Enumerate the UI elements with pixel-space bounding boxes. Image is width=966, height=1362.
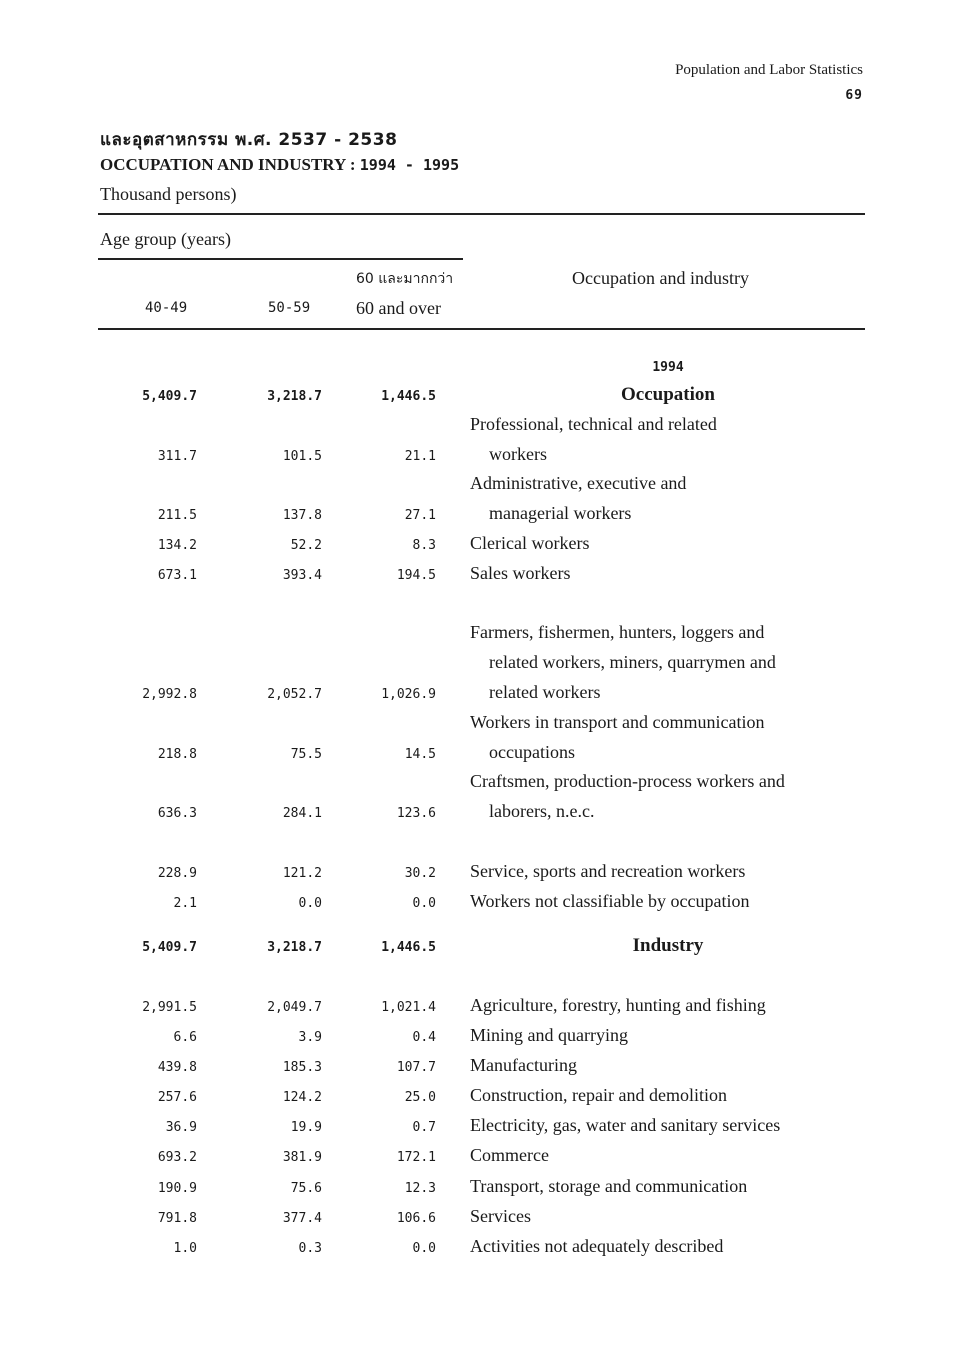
header-bottom-rule: [98, 328, 865, 330]
occupation-row-col1: 311.7: [157, 448, 197, 464]
industry-row-col3: 0.4: [412, 1030, 436, 1045]
occupation-row-col3: 30.2: [404, 865, 436, 881]
table-title-thai: และอุตสาหกรรม พ.ศ. 2537 - 2538: [100, 130, 398, 150]
industry-row-col1: 36.9: [165, 1120, 197, 1136]
occupation-label: Farmers, fishermen, hunters, loggers and: [470, 622, 765, 643]
occupation-row-col3: 8.3: [412, 538, 436, 553]
industry-row-col2: 0.3: [298, 1240, 322, 1256]
industry-row-col1: 257.6: [157, 1090, 197, 1106]
title-years: 1994 - 1995: [359, 156, 460, 174]
industry-row-col2: 377.4: [282, 1210, 322, 1226]
age-group-rule: [98, 258, 463, 260]
col-header-50-59: 50-59: [268, 300, 311, 316]
industry-label: Electricity, gas, water and sanitary services: [470, 1115, 781, 1136]
col-header-60-over: [356, 298, 441, 319]
occupation-row-col2: 2,052.7: [267, 687, 322, 702]
industry-row-col2: 2,049.7: [267, 999, 322, 1015]
occupation-row-col1: 673.1: [157, 567, 197, 583]
industry-row-col2: 3.9: [298, 1030, 322, 1045]
unit-note: Thousand persons): [100, 184, 237, 204]
industry-row-col2: 185.3: [282, 1060, 322, 1076]
industry-heading: Industry: [632, 935, 704, 957]
occupation-row-col3: 0.0: [412, 895, 436, 911]
occupation-row-col3: 123.6: [396, 806, 436, 822]
table-title-english: [100, 155, 459, 175]
occupation-label: occupations: [489, 741, 575, 762]
title-english-text: OCCUPATION AND INDUSTRY :: [100, 155, 356, 174]
col-header-occupation-industry: Occupation and industry: [572, 268, 749, 288]
industry-total-col1: 5,409.7: [142, 940, 197, 956]
industry-row-col3: 12.3: [404, 1180, 436, 1196]
industry-label: Commerce: [470, 1145, 549, 1166]
occupation-row-col1: 218.8: [157, 746, 197, 762]
occupation-label: Craftsmen, production-process workers and: [470, 771, 785, 792]
industry-row-col3: 172.1: [396, 1150, 436, 1166]
occupation-row-col2: 0.0: [298, 895, 322, 911]
occupation-label: workers: [489, 443, 547, 464]
industry-total-col3: 1,446.5: [381, 940, 436, 956]
industry-row-col1: 439.8: [157, 1060, 197, 1076]
industry-row-col1: 791.8: [157, 1210, 197, 1226]
occupation-row-col3: 14.5: [404, 746, 436, 762]
occupation-row-col2: 121.2: [282, 865, 322, 881]
occupation-row-col1: 228.9: [157, 865, 197, 881]
occupation-label: Professional, technical and related: [470, 413, 717, 434]
industry-row-col1: 2,991.5: [142, 999, 197, 1015]
occupation-total-col3: 1,446.5: [381, 389, 436, 404]
industry-row-col2: 75.6: [290, 1180, 322, 1196]
industry-label: Transport, storage and communication: [470, 1175, 748, 1196]
industry-total-col2: 3,218.7: [267, 940, 322, 956]
occupation-row-col1: 2,992.8: [142, 687, 197, 702]
industry-row-col3: 0.0: [412, 1240, 436, 1256]
industry-row-col2: 381.9: [282, 1150, 322, 1166]
running-title: Population and Labor Statistics: [675, 62, 863, 78]
industry-row-col3: 0.7: [412, 1120, 436, 1136]
occupation-row-col3: 1,026.9: [381, 687, 436, 702]
occupation-row-col3: 27.1: [404, 508, 436, 524]
page-number: 69: [845, 88, 863, 103]
industry-row-col1: 1.0: [173, 1240, 197, 1256]
occupation-label: Administrative, executive and: [470, 473, 687, 494]
occupation-row-col2: 52.2: [290, 538, 322, 553]
industry-label: Manufacturing: [470, 1055, 577, 1076]
occupation-row-col3: 21.1: [404, 448, 436, 464]
occupation-row-col1: 636.3: [157, 806, 197, 822]
occupation-label: Service, sports and recreation workers: [470, 860, 746, 881]
occupation-label: Sales workers: [470, 562, 571, 583]
occupation-row-col2: 75.5: [290, 746, 322, 762]
occupation-label: Workers in transport and communication: [470, 711, 765, 732]
occupation-row-col1: 134.2: [157, 538, 197, 553]
industry-row-col3: 106.6: [396, 1210, 436, 1226]
industry-label: Agriculture, forestry, hunting and fishing: [470, 994, 766, 1015]
industry-row-col3: 25.0: [404, 1090, 436, 1106]
top-rule: [98, 213, 865, 215]
occupation-label: managerial workers: [489, 503, 632, 524]
industry-row-col1: 6.6: [173, 1030, 197, 1045]
occupation-row-col2: 101.5: [282, 448, 322, 464]
occupation-heading: Occupation: [621, 384, 715, 405]
industry-row-col1: 693.2: [157, 1150, 197, 1166]
age-group-header: Age group (years): [100, 229, 231, 249]
occupation-label: Workers not classifiable by occupation: [470, 890, 750, 911]
year-heading: 1994: [652, 360, 684, 375]
occupation-row-col1: 2.1: [173, 895, 197, 911]
industry-row-col2: 19.9: [290, 1120, 322, 1136]
industry-row-col3: 107.7: [396, 1060, 436, 1076]
industry-row-col1: 190.9: [157, 1180, 197, 1196]
col-header-40-49: 40-49: [145, 300, 188, 316]
occupation-label: laborers, n.e.c.: [489, 801, 595, 822]
industry-label: Activities not adequately described: [470, 1235, 724, 1256]
occupation-label: Clerical workers: [470, 533, 590, 553]
occupation-row-col1: 211.5: [157, 508, 197, 524]
occupation-row-col2: 284.1: [282, 806, 322, 822]
occupation-total-col1: 5,409.7: [142, 389, 197, 404]
industry-label: Construction, repair and demolition: [470, 1085, 727, 1106]
industry-row-col2: 124.2: [282, 1090, 322, 1106]
occupation-row-col3: 194.5: [396, 567, 436, 583]
occupation-row-col2: 393.4: [282, 567, 322, 583]
occupation-label: related workers: [489, 682, 601, 702]
col-header-60-over-text: 60 and over: [356, 298, 441, 318]
industry-row-col3: 1,021.4: [381, 999, 436, 1015]
occupation-label: related workers, miners, quarrymen and: [489, 652, 776, 673]
occupation-row-col2: 137.8: [282, 508, 322, 524]
col-header-60-over-thai: 60 และมากกว่า: [356, 271, 454, 287]
industry-label: Services: [470, 1205, 531, 1226]
occupation-total-col2: 3,218.7: [267, 389, 322, 404]
industry-label: Mining and quarrying: [470, 1025, 628, 1045]
